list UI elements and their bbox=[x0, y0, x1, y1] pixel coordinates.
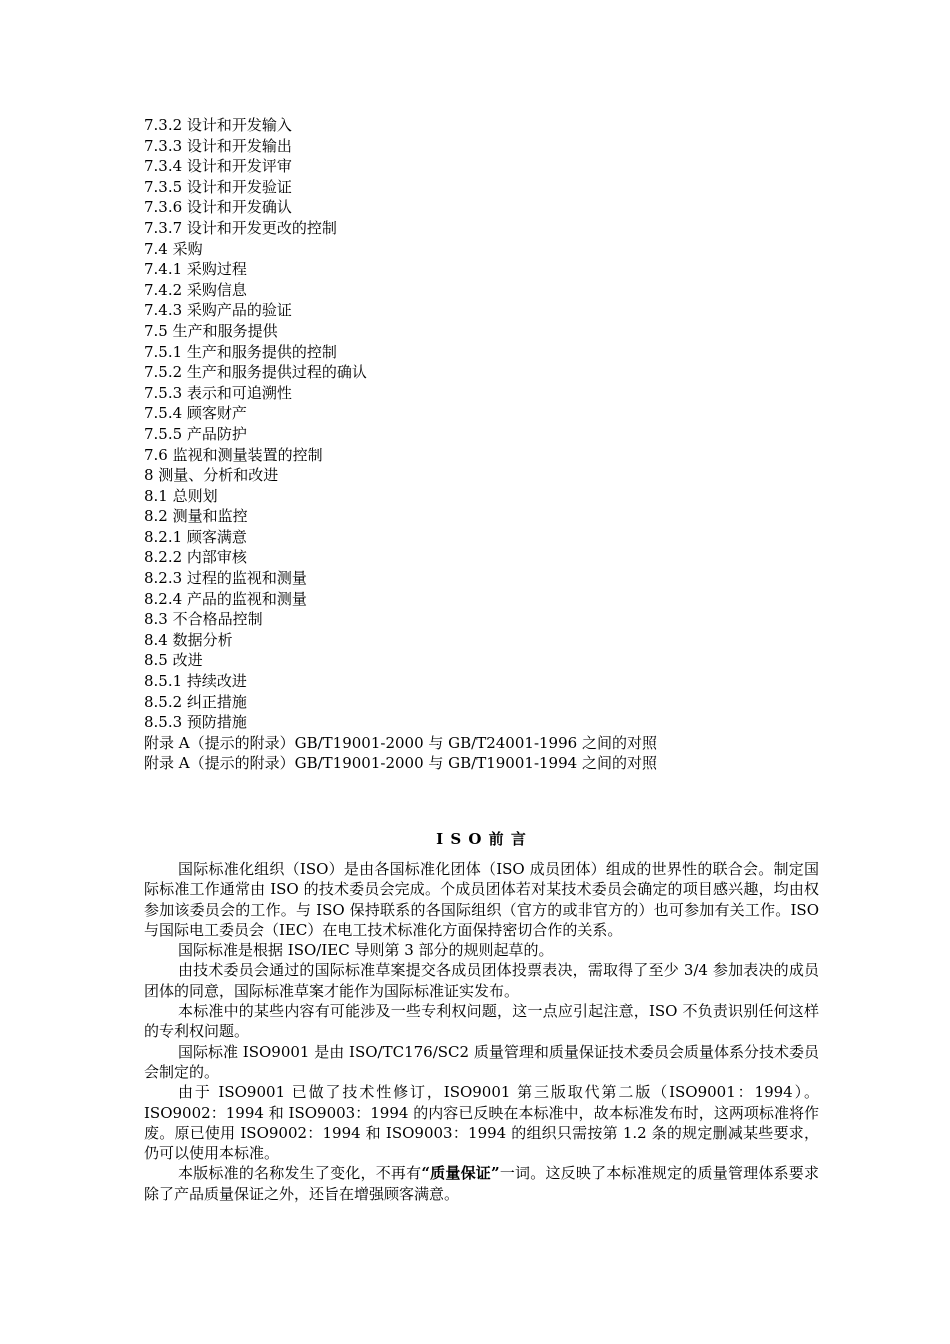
toc-item: 8.3 不合格品控制 bbox=[144, 610, 263, 629]
foreword-paragraph: 由技术委员会通过的国际标准草案提交各成员团体投票表决，需取得了至少 3/4 参加表决的成员团体的同意，国际标准草案才能作为国际标准证实发布。 bbox=[144, 961, 819, 1000]
toc-item: 7.3.7 设计和开发更改的控制 bbox=[144, 218, 337, 237]
paragraph-text: 一词。这反映了本标准规定的质量管理体系要求除了产品质量保证之外，还旨在增强顾客满意。 bbox=[144, 1164, 819, 1203]
foreword-paragraph: 由于 ISO9001 已做了技术性修订，ISO9001 第三版取代第二版（ISO9001：1994）。ISO9002：1994 和 ISO9003：1994 的内容已反映在本标准中，故本标准发布时，这两项标准将作废。原已使用 ISO9002：1994 和 ISO9003：1994 的组织只需按第 1.2 条的规定删减某些要求，仍可以使用本标准。 bbox=[144, 1083, 819, 1163]
toc-item: 7.3.2 设计和开发输入 bbox=[144, 116, 292, 134]
toc-item: 8.2.2 内部审核 bbox=[144, 548, 247, 567]
document-page bbox=[144, 115, 819, 1204]
toc-item: 8.2 测量和监控 bbox=[144, 507, 248, 526]
toc-item: 7.5.1 生产和服务提供的控制 bbox=[144, 342, 337, 361]
foreword-paragraph: 国际标准 ISO9001 是由 ISO/TC176/SC2 质量管理和质量保证技术委员会质量体系分技术委员会制定的。 bbox=[144, 1042, 819, 1081]
toc-item: 7.4.2 采购信息 bbox=[144, 280, 247, 299]
toc-item: 8 测量、分析和改进 bbox=[144, 466, 279, 485]
foreword-paragraph: 国际标准化组织（ISO）是由各国标准化团体（ISO 成员团体）组成的世界性的联合会。制定国际标准工作通常由 ISO 的技术委员会完成。个成员团体若对某技术委员会确定的项目感兴趣，均由权参加该委员会的工作。与 ISO 保持联系的各国际组织（官方的或非官方的）也可参加有关工作。ISO 与国际电工委员会（IEC）在电工技术标准化方面保持密切合作的关系。 bbox=[144, 860, 819, 939]
toc-item: 7.5.3 表示和可追溯性 bbox=[144, 383, 292, 402]
toc-item: 8.2.3 过程的监视和测量 bbox=[144, 569, 307, 588]
toc-item-appendix: 附录 A（提示的附录）GB/T19001-2000 与 GB/T24001-1996 之间的对照 bbox=[144, 733, 657, 752]
toc-item: 7.3.6 设计和开发确认 bbox=[144, 198, 292, 217]
foreword-title: I S O 前 言 bbox=[436, 830, 527, 848]
foreword-paragraph: 国际标准是根据 ISO/IEC 导则第 3 部分的规则起草的。 bbox=[178, 941, 554, 960]
toc-item: 8.2.1 顾客满意 bbox=[144, 527, 247, 546]
foreword-paragraph: 本标准中的某些内容有可能涉及一些专利权问题，这一点应引起注意，ISO 不负责识别任何这样的专利权问题。 bbox=[144, 1002, 819, 1041]
table-of-contents bbox=[144, 115, 819, 774]
toc-item: 8.1 总则划 bbox=[144, 486, 218, 505]
toc-item: 7.4.3 采购产品的验证 bbox=[144, 301, 292, 320]
toc-item: 7.3.3 设计和开发输出 bbox=[144, 136, 292, 155]
foreword-paragraph bbox=[144, 1163, 819, 1204]
toc-item: 8.5 改进 bbox=[144, 651, 203, 670]
bold-term: “质量保证” bbox=[421, 1164, 500, 1183]
toc-item: 7.5.5 产品防护 bbox=[144, 424, 247, 443]
toc-item: 8.5.2 纠正措施 bbox=[144, 692, 247, 711]
toc-item: 8.4 数据分析 bbox=[144, 630, 233, 649]
toc-item: 7.4 采购 bbox=[144, 239, 203, 258]
toc-item: 7.4.1 采购过程 bbox=[144, 260, 247, 279]
toc-item: 8.5.1 持续改进 bbox=[144, 672, 247, 691]
toc-item: 8.2.4 产品的监视和测量 bbox=[144, 589, 307, 608]
toc-item-appendix: 附录 A（提示的附录）GB/T19001-2000 与 GB/T19001-1994 之间的对照 bbox=[144, 754, 657, 773]
toc-item: 7.3.4 设计和开发评审 bbox=[144, 157, 292, 176]
paragraph-text: 本版标准的名称发生了变化，不再有 bbox=[178, 1164, 422, 1183]
toc-item: 7.5.4 顾客财产 bbox=[144, 404, 247, 423]
toc-item: 7.6 监视和测量装置的控制 bbox=[144, 445, 323, 464]
toc-item: 8.5.3 预防措施 bbox=[144, 713, 247, 732]
toc-item: 7.5.2 生产和服务提供过程的确认 bbox=[144, 363, 367, 382]
toc-item: 7.3.5 设计和开发验证 bbox=[144, 177, 292, 196]
toc-item: 7.5 生产和服务提供 bbox=[144, 321, 278, 340]
